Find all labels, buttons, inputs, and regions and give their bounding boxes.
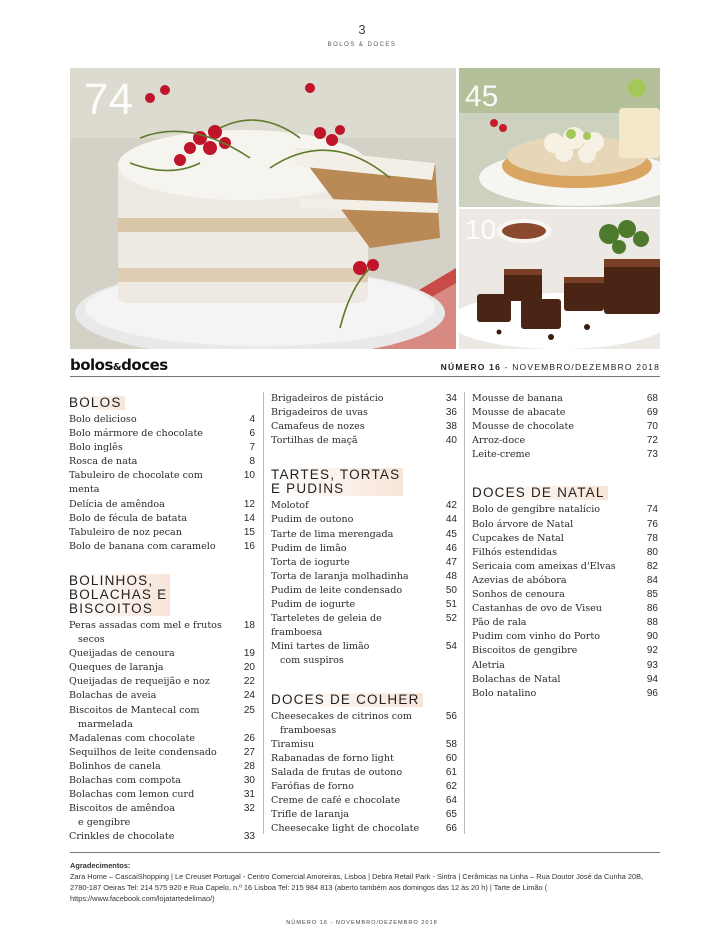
toc-entry-title: Sonhos de cenoura [472,589,565,601]
toc-entry-title: Mini tartes de limão [271,641,370,653]
toc-entry-page: 20 [243,662,255,674]
magazine-logo [70,356,168,374]
toc-entry-title: Azevias de abóbora [472,574,567,586]
toc-column-3 [472,392,660,701]
toc-entry-page: 96 [646,687,658,699]
toc-entry-page: 50 [445,584,457,596]
toc-entry[interactable] [472,574,660,588]
toc-entry-title: Cheesecake light de chocolate [271,823,420,835]
toc-entry-title: Bolo árvore de Natal [472,518,574,530]
toc-entry-title: Arroz-doce [472,435,526,447]
toc-entry-title: Bolo de fécula de batata [69,512,188,524]
toc-entry-page: 14 [243,512,255,524]
toc-entry[interactable] [271,420,459,434]
toc-entry-page: 92 [646,645,658,657]
column-divider-1 [263,392,264,834]
toc-entry-page: 76 [646,518,658,530]
toc-entry-title-continued: secos [78,634,105,646]
lime-tart-photo [459,68,660,207]
toc-entry-page: 52 [445,613,457,625]
toc-entry-page: 66 [445,823,457,835]
toc-entry-page: 68 [646,393,658,404]
toc-entry[interactable] [472,644,660,658]
toc-entry-title: Trifle de laranja [271,809,350,821]
toc-entry[interactable] [69,788,257,802]
footer-rule [70,852,660,853]
toc-entry-page: 31 [243,789,255,801]
toc-entry-title: Bolachas com compota [69,774,181,786]
toc-entry[interactable] [271,808,459,822]
toc-entry[interactable] [472,602,660,616]
toc-entry-title: Farófias de forno [271,780,354,792]
toc-entry-title: Tabuleiro de noz pecan [69,526,182,538]
toc-entry[interactable] [69,413,257,427]
toc-entry-page: 7 [249,442,255,454]
toc-entry[interactable] [69,746,257,760]
toc-entry[interactable] [472,532,660,546]
toc-entry[interactable] [472,518,660,532]
toc-entry-page: 16 [243,540,255,552]
toc-entry-page: 15 [243,526,255,538]
toc-entry-page: 32 [243,803,255,815]
toc-entry-page: 78 [646,532,658,544]
cake-photo [70,68,456,349]
toc-entry[interactable] [472,687,660,701]
toc-entry[interactable] [271,822,459,836]
toc-entry-title: Mousse de chocolate [472,421,575,433]
toc-entry-title: Cupcakes de Natal [472,532,564,544]
toc-entry[interactable] [271,710,459,738]
toc-entry-page: 46 [445,542,457,554]
toc-entry-page: 33 [243,831,255,843]
toc-entry[interactable] [271,499,459,513]
toc-entry-title: Biscoitos de gengibre [472,645,578,657]
toc-entry-page: 26 [243,732,255,744]
toc-entry[interactable] [472,448,660,462]
toc-entry-title-continued: e gengibre [78,817,131,829]
toc-entry-title: Castanhas de ovo de Viseu [472,603,602,615]
toc-entry-page: 51 [445,599,457,611]
acknowledgements [70,860,662,904]
toc-entry[interactable] [69,830,257,844]
toc-entry-title: Camafeus de nozes [271,421,365,433]
logo-word-2: doces [121,356,168,374]
running-head: BOLOS & DOCES [327,42,397,48]
toc-entry[interactable] [271,780,459,794]
toc-entry[interactable] [69,689,257,703]
toc-entry-page: 65 [445,809,457,821]
toc-entry[interactable] [69,675,257,689]
toc-entry-title: Pudim com vinho do Porto [472,631,600,643]
issue-date: - NOVEMBRO/DEZEMBRO 2018 [501,362,660,372]
toc-entry[interactable] [69,647,257,661]
toc-entry-page: 84 [646,574,658,586]
toc-entry[interactable] [69,441,257,455]
toc-entry-page: 88 [646,617,658,629]
toc-entry-page: 48 [445,570,457,582]
photo-number-74: 74 [84,75,133,124]
toc-entry[interactable] [472,546,660,560]
toc-entry-title: Bolachas de Natal [472,673,561,685]
toc-entry[interactable] [69,774,257,788]
toc-entry-page: 19 [243,648,255,660]
section-gap [472,462,660,482]
toc-entry-page: 90 [646,631,658,643]
toc-entry-title: Pudim de outono [271,514,354,526]
toc-entry-title-continued: marmelada [78,718,133,730]
toc-entry-title: Brigadeiros de pistácio [271,393,384,404]
lime-tart-illustration [459,68,660,207]
section-gap [271,448,459,468]
section-heading-line: DOCES DE NATAL [472,485,605,501]
toc-entry-page: 24 [243,690,255,702]
toc-entry-page: 82 [646,560,658,572]
toc-entry[interactable] [69,802,257,830]
toc-entry-page: 40 [445,435,457,447]
brownies-photo [459,209,660,349]
toc-entry-title: Sequilhos de leite condensado [69,746,217,758]
toc-entry[interactable] [271,513,459,527]
toc-entry-title: Pudim de limão [271,542,347,554]
toc-entry-title: Brigadeiros de uvas [271,407,368,419]
footer-issue: NÚMERO 16 - NOVEMBRO/DEZEMBRO 2018 [286,920,438,926]
cake-illustration [70,68,456,349]
toc-column-2 [271,392,459,836]
toc-entry-title: Queijadas de cenoura [69,648,175,660]
toc-entry[interactable] [271,434,459,448]
toc-entry-page: 60 [445,752,457,764]
toc-entry[interactable] [472,420,660,434]
toc-entry-page: 27 [243,746,255,758]
toc-entry-page: 54 [445,641,457,653]
toc-entry[interactable] [472,630,660,644]
toc-entry[interactable] [69,469,257,497]
toc-entry-title: Bolo inglês [69,442,123,454]
toc-entry[interactable] [472,673,660,687]
toc-entry[interactable] [69,704,257,732]
toc-entry[interactable] [271,392,459,406]
column-divider-2 [464,392,465,834]
toc-entry[interactable] [69,540,257,554]
toc-entry-title-continued: framboesas [280,724,337,736]
toc-entry[interactable] [69,427,257,441]
toc-entry[interactable] [472,560,660,574]
toc-entry-title: Biscoitos de amêndoa [69,803,176,815]
toc-entry[interactable] [271,640,459,668]
toc-entry-page: 86 [646,603,658,615]
toc-entry[interactable] [69,512,257,526]
section-heading [271,468,403,496]
toc-entry-page: 94 [646,673,658,685]
toc-entry-title: Peras assadas com mel e frutos [69,619,222,631]
section-heading [271,693,423,707]
toc-entry-title: Bolachas com lemon curd [69,789,195,801]
toc-entry[interactable] [271,542,459,556]
toc-entry[interactable] [271,794,459,808]
toc-entry-page: 22 [243,676,255,688]
toc-entry-title: Salada de frutas de outono [271,766,403,778]
toc-entry-title: Molotof [271,500,309,512]
toc-entry[interactable] [271,556,459,570]
toc-entry-page: 6 [249,428,255,440]
toc-entry[interactable] [271,752,459,766]
toc-entry-title: Bolachas de aveia [69,690,157,702]
toc-entry-page: 42 [445,500,457,512]
toc-entry-title: Mousse de abacate [472,407,566,419]
toc-entry-title: Sericaia com ameixas d'Elvas [472,560,616,572]
toc-entry-title: Queijadas de requeijão e noz [69,676,210,688]
toc-entry-title: Tarteletes de geleia de framboesa [271,613,382,639]
toc-entry-page: 73 [646,449,658,461]
toc-entry[interactable] [271,528,459,542]
toc-entry[interactable] [472,588,660,602]
toc-entry[interactable] [271,612,459,640]
toc-entry-title-continued: com suspiros [280,655,344,667]
toc-entry[interactable] [472,659,660,673]
toc-entry[interactable] [271,406,459,420]
toc-entry[interactable] [271,738,459,752]
toc-entry-page: 61 [445,766,457,778]
toc-entry-title: Leite-creme [472,449,531,461]
toc-entry-title: Bolo mármore de chocolate [69,428,203,440]
toc-entry-title: Tabuleiro de chocolate com menta [69,470,203,496]
toc-entry[interactable] [472,616,660,630]
section-heading-line: BISCOITOS [69,600,154,616]
toc-entry-page: 58 [445,738,457,750]
toc-entry-title: Creme de café e chocolate [271,795,401,807]
toc-entry-page: 69 [646,407,658,419]
acknowledgements-heading: Agradecimentos: [70,861,131,870]
toc-entry-page: 62 [445,780,457,792]
toc-entry-page: 18 [243,619,255,631]
toc-entry-title: Bolo natalino [472,687,537,699]
toc-entry[interactable] [69,526,257,540]
toc-entry-page: 10 [243,470,255,482]
section-gap [69,554,257,574]
toc-entry-title: Mousse de banana [472,393,563,404]
toc-entry-title: Cheesecakes de citrinos com [271,710,413,722]
toc-entry[interactable] [271,598,459,612]
section-heading-line: DOCES DE COLHER [271,691,420,707]
toc-entry-title: Bolo de gengibre natalício [472,504,601,516]
toc-entry[interactable] [69,619,257,647]
section-heading [69,574,170,616]
toc-entry-title: Pudim de iogurte [271,599,356,611]
toc-entry-page: 34 [445,393,457,404]
toc-entry-title: Pudim de leite condensado [271,584,403,596]
toc-entry-title: Tarte de lima merengada [271,528,394,540]
section-gap [271,669,459,689]
toc-entry[interactable] [472,406,660,420]
page-number: 3 [358,22,366,37]
toc-entry-page: 45 [445,528,457,540]
toc-entry-title: Crinkles de chocolate [69,831,175,843]
toc-entry-title: Pão de rala [472,617,527,629]
toc-entry-title: Torta de laranja molhadinha [271,570,409,582]
brownies-illustration [459,209,660,349]
toc-entry[interactable] [69,732,257,746]
section-heading-line: E PUDINS [271,481,345,497]
toc-entry-page: 25 [243,704,255,716]
section-heading-line: BOLACHAS E [69,586,168,602]
toc-entry-page: 4 [249,414,255,425]
toc-entry[interactable] [472,503,660,517]
toc-column-1 [69,392,257,844]
toc-entry-page: 28 [243,760,255,772]
section-heading-line: BOLOS [69,395,122,410]
toc-entry-title: Queques de laranja [69,662,164,674]
photo-number-45: 45 [465,80,499,113]
toc-entry-page: 47 [445,556,457,568]
toc-entry-page: 36 [445,407,457,419]
toc-entry[interactable] [69,455,257,469]
section-heading [472,486,608,500]
toc-entry-page: 85 [646,589,658,601]
acknowledgements-text: Zara Home – CascaiShopping | Le Creuset Portugal - Centro Comercial Amoreiras, Lisboa | Debra Retail Park - Sintra | Cerâmicas na Linha – Rua Doutor José da Cunha 20B, 2780-187 Oeiras Tel: 214 575 920 e Rua Capelo, n.º 16 Lisboa Tel: 215 984 813 (aberto também aos domingos das 12 às 20 h) | Tarte de Limão ( https://www.facebook.com/lojatartedelimao/) [70,872,644,903]
toc-entry-title: Bolinhos de canela [69,760,161,772]
toc-entry[interactable] [69,498,257,512]
issue-line [441,362,660,372]
toc-entry-page: 38 [445,421,457,433]
section-heading-line: BOLINHOS, [69,572,154,588]
masthead-rule [70,376,660,377]
toc-entry[interactable] [271,766,459,780]
toc-entry-page: 64 [445,795,457,807]
issue-number: NÚMERO 16 [440,362,502,372]
toc-entry-title: Rosca de nata [69,456,138,468]
toc-entry-page: 12 [243,498,255,510]
section-heading-line: TARTES, TORTAS [271,467,401,483]
section-heading [69,396,125,410]
logo-ampersand: & [112,362,122,373]
toc-entry[interactable] [472,392,660,406]
toc-entry-page: 44 [445,514,457,526]
toc-entry-title: Torta de iogurte [271,556,350,568]
toc-entry[interactable] [271,584,459,598]
toc-entry-title: Madalenas com chocolate [69,732,196,744]
toc-entry[interactable] [69,760,257,774]
toc-entry-title: Rabanadas de forno light [271,752,394,764]
toc-entry[interactable] [472,434,660,448]
toc-entry-title: Bolo delicioso [69,414,137,425]
toc-entry-page: 72 [646,435,658,447]
toc-entry-title: Biscoitos de Mantecal com [69,704,200,716]
toc-entry-title: Tortilhas de maçã [271,435,358,447]
toc-entry-page: 30 [243,774,255,786]
toc-entry-title: Tiramisu [271,738,315,750]
toc-entry-page: 74 [646,504,658,516]
toc-entry-title: Bolo de banana com caramelo [69,540,216,552]
toc-entry-title: Aletria [472,659,505,671]
toc-entry-title: Delícia de amêndoa [69,498,165,510]
toc-entry-page: 56 [445,710,457,722]
toc-entry[interactable] [271,570,459,584]
logo-word-1: bolos [70,356,113,374]
toc-entry-page: 80 [646,546,658,558]
toc-entry-page: 93 [646,659,658,671]
toc-entry[interactable] [69,661,257,675]
toc-entry-page: 70 [646,421,658,433]
photo-number-10: 10 [465,214,497,245]
toc-entry-page: 8 [249,456,255,468]
toc-entry-title: Filhós estendidas [472,546,558,558]
